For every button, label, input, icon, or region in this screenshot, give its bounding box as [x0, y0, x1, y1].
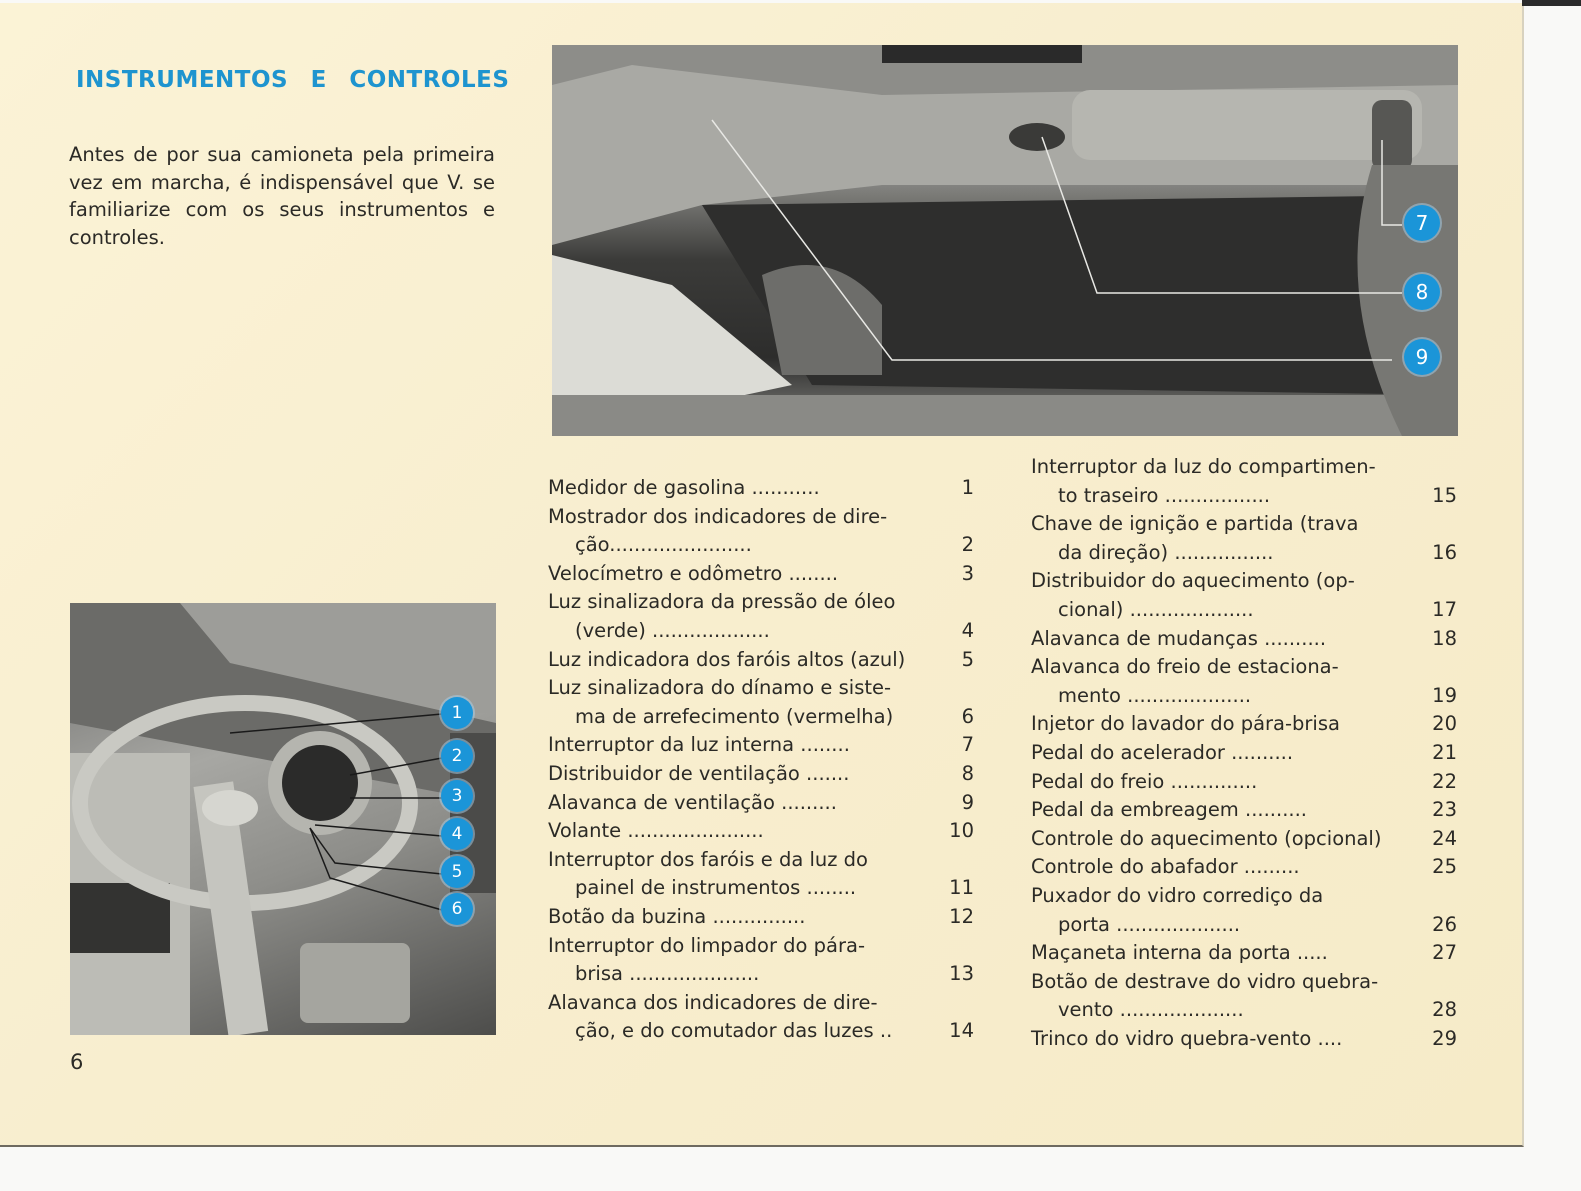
legend-item-number: 3 [961, 561, 974, 585]
legend-item-line [548, 989, 978, 1018]
legend-item-line [1031, 510, 1461, 539]
legend-item-line [1031, 939, 1461, 968]
legend-item-line [1031, 453, 1461, 482]
legend-item-line [548, 874, 978, 903]
legend-item-line [1031, 739, 1461, 768]
legend-item-line [1031, 567, 1461, 596]
legend-column-1 [548, 474, 978, 1046]
legend-item-label: Trinco do vidro quebra-vento .... [1031, 1026, 1343, 1050]
legend-item-line [1031, 796, 1461, 825]
legend-item-label: Puxador do vidro corrediço da [1031, 883, 1324, 907]
legend-item-line [1031, 1025, 1461, 1054]
dashboard-passenger-side-photo [552, 45, 1458, 436]
legend-item-number: 19 [1432, 683, 1457, 707]
legend-item-line [548, 960, 978, 989]
callout-badge-4: 4 [441, 818, 473, 850]
legend-item-number: 18 [1432, 626, 1457, 650]
legend-item-line [548, 588, 978, 617]
legend-item-label: cional) .................... [1058, 597, 1254, 621]
legend-item-line [1031, 653, 1461, 682]
legend-item-number: 14 [949, 1019, 974, 1043]
legend-item-number: 11 [949, 876, 974, 900]
legend-item-label: Interruptor do limpador do pára- [548, 933, 865, 957]
legend-item-label: Luz indicadora dos faróis altos (azul) [548, 647, 906, 671]
legend-item-line [1031, 625, 1461, 654]
legend-item-number: 21 [1432, 740, 1457, 764]
legend-item-line [548, 903, 978, 932]
page-title: INSTRUMENTOS E CONTROLES [76, 67, 510, 94]
legend-item-label: Chave de ignição e partida (trava [1031, 512, 1359, 536]
legend-item-number: 7 [961, 733, 974, 757]
legend-item-label: Alavanca de ventilação ......... [548, 790, 837, 814]
legend-item-line [1031, 825, 1461, 854]
legend-item-line [1031, 596, 1461, 625]
legend-item-line [548, 531, 978, 560]
legend-item-label: brisa ..................... [575, 962, 760, 986]
legend-item-label: Medidor de gasolina ........... [548, 476, 820, 499]
callout-badge-3: 3 [441, 780, 473, 812]
legend-item-label: ção, e do comutador das luzes .. [575, 1019, 893, 1043]
legend-item-number: 10 [949, 819, 974, 843]
callout-badge-8: 8 [1404, 274, 1440, 310]
legend-item-number: 25 [1432, 855, 1457, 879]
legend-item-line [1031, 768, 1461, 797]
legend-item-number: 28 [1432, 998, 1457, 1022]
legend-item-label: Luz sinalizadora da pressão de óleo [548, 590, 896, 614]
legend-item-label: Pedal da embreagem .......... [1031, 798, 1307, 822]
page-number: 6 [70, 1050, 84, 1074]
legend-item-label: (verde) ................... [575, 618, 770, 642]
legend-item-label: painel de instrumentos ........ [575, 876, 857, 900]
legend-item-label: ma de arrefecimento (vermelha) [575, 704, 894, 728]
legend-item-line [548, 817, 978, 846]
legend-item-label: vento .................... [1058, 998, 1244, 1022]
legend-item-label: Botão de destrave do vidro quebra- [1031, 969, 1379, 993]
photo-illustration [552, 45, 1458, 436]
legend-item-number: 17 [1432, 597, 1457, 621]
callout-badge-2: 2 [441, 740, 473, 772]
callout-badge-9: 9 [1404, 339, 1440, 375]
legend-item-line [548, 932, 978, 961]
steering-wheel-photo [70, 603, 496, 1035]
callout-badge-6: 6 [441, 893, 473, 925]
legend-item-label: Maçaneta interna da porta ..... [1031, 941, 1328, 965]
legend-item-number: 15 [1432, 483, 1457, 507]
legend-item-label: Alavanca de mudanças .......... [1031, 626, 1327, 650]
legend-item-label: Distribuidor do aquecimento (op- [1031, 569, 1355, 593]
legend-item-number: 26 [1432, 912, 1457, 936]
legend-item-label: ção....................... [575, 533, 752, 557]
legend-item-line [1031, 882, 1461, 911]
legend-item-line [1031, 710, 1461, 739]
intro-paragraph: Antes de por sua camioneta pela primeira vez em marcha, é indispensável que V. se familiarize com os seus instrumentos e controles. [69, 143, 495, 249]
legend-item-number: 8 [961, 761, 974, 785]
legend-item-label: to traseiro ................. [1058, 483, 1271, 507]
legend-item-label: Interruptor dos faróis e da luz do [548, 847, 868, 871]
legend-item-number: 24 [1432, 826, 1457, 850]
legend-item-label: Botão da buzina ............... [548, 904, 806, 928]
legend-item-label: Mostrador dos indicadores de dire- [548, 504, 888, 528]
legend-item-label: da direção) ................ [1058, 540, 1274, 564]
photo-illustration [70, 603, 496, 1035]
callout-badge-7: 7 [1404, 205, 1440, 241]
legend-item-line [548, 1017, 978, 1046]
legend-item-label: Interruptor da luz interna ........ [548, 733, 850, 757]
legend-item-number: 27 [1432, 941, 1457, 965]
legend-item-number: 5 [961, 647, 974, 671]
legend-item-label: Volante ...................... [548, 819, 764, 843]
legend-column-2 [1031, 453, 1461, 1053]
legend-item-label: Pedal do acelerador .......... [1031, 740, 1294, 764]
legend-item-line [548, 617, 978, 646]
legend-item-number: 12 [949, 904, 974, 928]
legend-item-line [548, 503, 978, 532]
legend-item-label: Pedal do freio .............. [1031, 769, 1258, 793]
legend-item-line [548, 846, 978, 875]
legend-item-line [1031, 968, 1461, 997]
legend-item-number: 4 [961, 618, 974, 642]
legend-item-label: mento .................... [1058, 683, 1252, 707]
callout-badge-1: 1 [441, 697, 473, 729]
legend-item-line [1031, 539, 1461, 568]
legend-item-label: Controle do aquecimento (opcional) [1031, 826, 1382, 850]
legend-item-number: 6 [961, 704, 974, 728]
legend-item-number: 22 [1432, 769, 1457, 793]
scan-edge [1522, 0, 1581, 6]
legend-item-label: Controle do abafador ......... [1031, 855, 1300, 879]
legend-item-number: 29 [1432, 1026, 1457, 1050]
legend-item-line [1031, 853, 1461, 882]
legend-item-label: Distribuidor de ventilação ....... [548, 761, 850, 785]
legend-item-label: Alavanca do freio de estaciona- [1031, 655, 1339, 679]
callout-badge-5: 5 [441, 856, 473, 888]
legend-item-line [548, 560, 978, 589]
legend-item-line [548, 703, 978, 732]
legend-item-line [1031, 682, 1461, 711]
legend-item-number: 1 [961, 476, 974, 499]
legend-item-line [1031, 482, 1461, 511]
legend-item-number: 20 [1432, 712, 1457, 736]
legend-item-line [548, 731, 978, 760]
legend-item-line [548, 646, 978, 675]
legend-item-label: Velocímetro e odômetro ........ [548, 561, 839, 585]
legend-item-label: Injetor do lavador do pára-brisa [1031, 712, 1340, 736]
legend-item-label: Alavanca dos indicadores de dire- [548, 990, 878, 1014]
legend-item-line [1031, 911, 1461, 940]
legend-item-line [1031, 996, 1461, 1025]
legend-item-number: 13 [949, 962, 974, 986]
legend-item-line [548, 474, 978, 503]
legend-item-number: 9 [961, 790, 974, 814]
legend-item-line [548, 760, 978, 789]
legend-item-line [548, 674, 978, 703]
legend-item-label: Luz sinalizadora do dínamo e siste- [548, 676, 892, 700]
legend-item-line [548, 789, 978, 818]
legend-item-number: 16 [1432, 540, 1457, 564]
legend-item-label: porta .................... [1058, 912, 1241, 936]
legend-item-label: Interruptor da luz do compartimen- [1031, 455, 1376, 478]
legend-item-number: 23 [1432, 798, 1457, 822]
legend-item-number: 2 [961, 533, 974, 557]
